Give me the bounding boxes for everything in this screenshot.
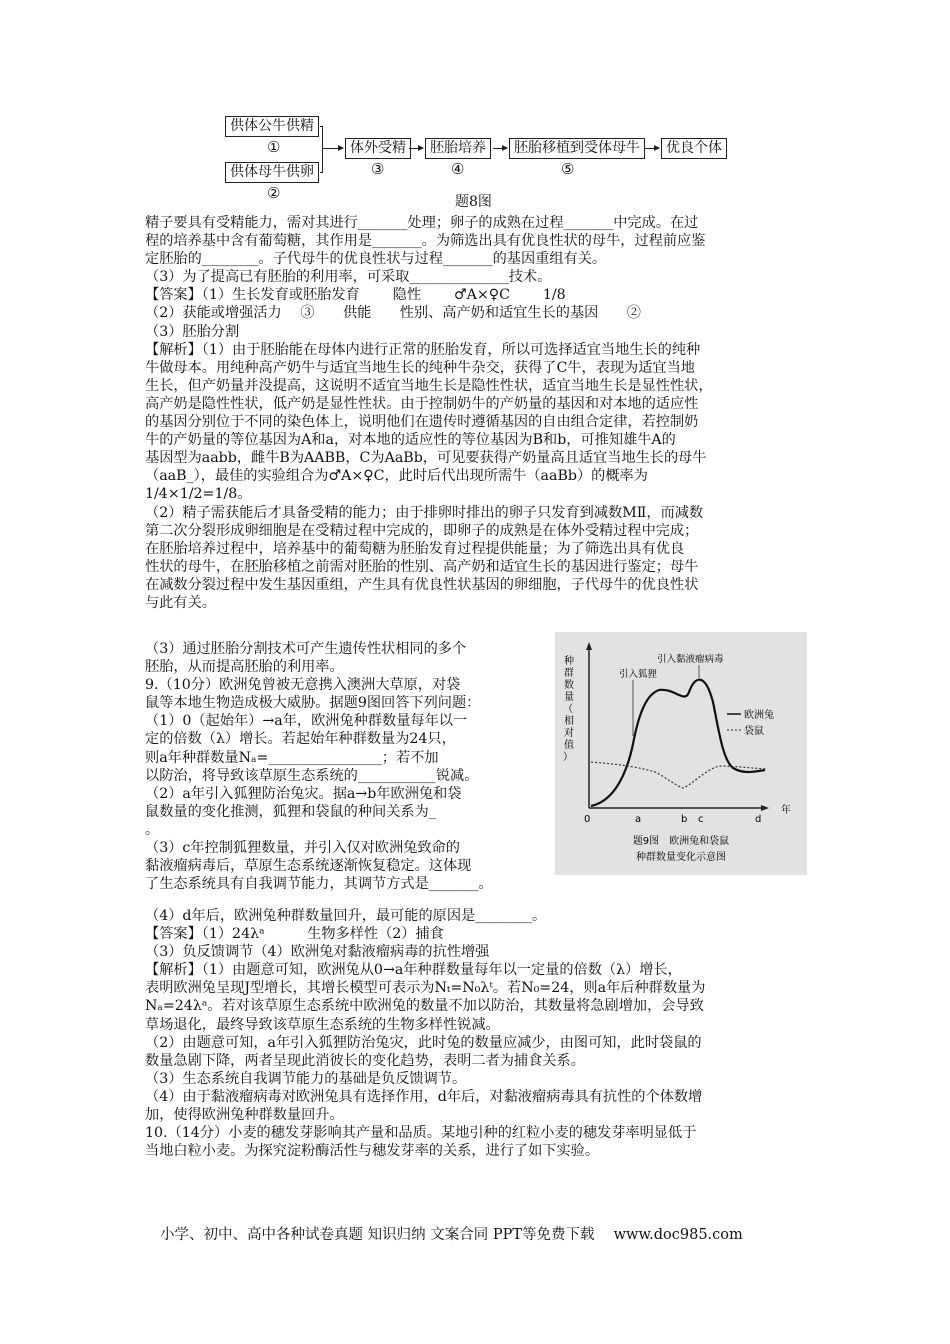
flow-arrow [409,148,423,149]
text-line: 高产奶是隐性性状，低产奶是显性性状。由于控制奶牛的产奶量的基因和对本地的适应性 [145,395,699,412]
text-line: 则a年种群数量Nₐ=________________；若不加 [145,749,439,766]
flow-node-bull-sperm: 供体公牛供精 [225,116,319,137]
text-line: 当地白粒小麦。为探究淀粉酶活性与穗发芽率的关系，进行了如下实验。 [145,1143,600,1160]
text-line: （3）负反馈调节（4）欧洲兔对黏液瘤病毒的抗性增强 [145,944,490,961]
text-line: （2）a年引入狐狸防治兔灾。据a→b年欧洲兔和袋 [145,785,462,802]
legend-rabbit: 欧洲兔 [744,710,774,721]
x-tick-d: d [755,814,762,825]
text-line: 表明欧洲兔呈现J型增长，其增长模型可表示为Nₜ=N₀λᵗ。若N₀=24，则a年后种群数量为 [145,980,706,997]
text-line: 定的倍数（λ）增长。若起始年种群数量为24只， [145,731,456,748]
x-tick-a: a [635,814,642,825]
text-line: （3）生态系统自我调节能力的基础是负反馈调节。 [145,1070,467,1087]
text-block-bottom [145,907,805,1160]
text-line: 【答案】（1）24λᵃ 生物多样性（2）捕食 [145,926,444,943]
text-line: 定胚胎的________。子代母牛的优良性状与过程_______的基因重组有关。 [145,251,607,268]
text-line: 在胚胎培养过程中，培养基中的葡萄糖为胚胎发育过程提供能量；为了筛选出具有优良 [145,540,685,557]
text-line: （2）获能或增强活力 ③ 供能 性别、高产奶和适宜生长的基因 ② [145,305,641,322]
text-line: 了生态系统具有自我调节能力，其调节方式是_______。 [145,876,493,893]
text-line: 1/4×1/2=1/8。 [145,486,252,503]
text-line: Nₐ=24λᵃ。若对该草原生态系统中欧洲兔的数量不加以防治，其数量将急剧增加，会导致 [145,998,704,1015]
flow-bracket-bottom [320,172,323,173]
text-line: （2）由题意可知，a年引入狐狸防治兔灾，此时兔的数量应减少，由图可知，此时袋鼠的 [145,1034,702,1051]
text-line: （1）0（起始年）→a年，欧洲兔种群数量每年以一 [145,713,468,730]
text-block-narrow [145,640,540,893]
text-line: 的基因分别位于不同的染色体上，说明他们在遗传时遵循基因的自由组合定律，若控制奶 [145,414,699,431]
text-line: 在减数分裂过程中发生基因重组，产生具有优良性状基因的卵细胞，子代母牛的优良性状 [145,576,699,593]
y-axis-arrow [586,642,592,650]
text-line: 基因型为aabb，雌牛B为AABB，C为AaBb，可见要获得产奶量高且适宜当地生长的母牛 [145,450,707,467]
text-line: 精子要具有受精能力，需对其进行_______处理；卵子的成熟在过程_______中完成。在过 [145,215,699,231]
y-axis-label: 种群数量（相对值） [563,656,574,763]
page-footer: 小学、初中、高中各种试卷真题 知识归纳 文案合同 PPT等免费下载 www.doc985.com [160,1227,743,1243]
figure-9-caption-line2: 种群数量变化示意图 [636,852,726,863]
rabbit-curve [591,680,765,806]
text-line: 第二次分裂形成卵细胞是在受精过程中完成的，即卵子的成熟是在体外受精过程中完成； [145,522,699,539]
text-line: （3）胚胎分割 [145,323,240,340]
figure-9-caption-line1: 题9图 欧洲兔和袋鼠 [632,836,730,847]
flow-arrow [493,148,507,149]
flow-step-4: ④ [451,160,465,178]
figure-9-svg [555,632,807,875]
text-line: 【答案】（1）生长发育或胚胎发育 隐性 ♂A×♀C 1/8 [145,287,566,304]
flow-node-good-offspring: 优良个体 [661,138,727,159]
text-line: 【解析】（1）由题意可知，欧洲兔从0→a年种群数量每年以一定量的倍数（λ）增长， [145,962,682,979]
text-line: 鼠数量的变化推测，狐狸和袋鼠的种间关系为_ [145,803,436,820]
text-line: 牛的产奶量的等位基因为A和a，对本地的适应性的等位基因为B和b，可推知雄牛A的 [145,432,676,449]
text-line: （3）为了提高已有胚胎的利用率，可采取______________技术。 [145,269,552,286]
annotation-virus: 引入黏液瘤病毒 [657,654,724,665]
text-line: 草场退化，最终导致该草原生态系统的生物多样性锐减。 [145,1016,500,1033]
text-line: （2）精子需获能后才具备受精的能力；由于排卵时排出的卵子只发育到减数MⅡ，而减数 [145,504,704,521]
text-line: 黏液瘤病毒后，草原生态系统逐渐恢复稳定。这体现 [145,858,472,875]
kangaroo-curve [591,762,767,788]
x-tick-0: 0 [584,814,591,825]
text-line: 生长，但产奶量并没提高，这说明不适宜当地生长是隐性性状，适宜当地生长是显性性状， [145,377,713,394]
legend-kangaroo: 袋鼠 [744,726,764,737]
figure-9-population-chart [555,632,807,875]
text-line: 性状的母牛，在胚胎移植之前需对胚胎的性别、高产奶和适宜生长的基因进行鉴定；母牛 [145,558,699,575]
text-line: （3）c年控制狐狸数量，并引入仅对欧洲兔致命的 [145,840,460,857]
x-axis-unit: 年 [781,805,791,816]
figure-caption-8: 题8图 [455,194,492,210]
flow-step-2: ② [267,184,281,202]
flow-step-1: ① [267,138,281,156]
x-tick-c: c [698,814,704,825]
flow-arrow [323,148,343,149]
text-line: 胚胎，从而提高胚胎的利用率。 [145,659,344,676]
annotation-fox: 引入狐狸 [619,669,658,680]
flow-node-embryo-transfer: 胚胎移植到受体母牛 [509,138,645,159]
flow-node-ivf: 体外受精 [345,138,411,159]
text-line: 9.（10分）欧洲兔曾被无意携入澳洲大草原，对袋 [145,677,461,694]
text-line: 加，使得欧洲兔种群数量回升。 [145,1107,344,1124]
text-line: 牛做母本。用纯种高产奶牛与适宜当地生长的纯种牛杂交，获得了C牛，表现为适宜当地 [145,359,695,376]
flow-bracket [322,126,323,173]
text-line: （3）通过胚胎分割技术可产生遗传性状相同的多个 [145,641,467,657]
text-line: 数量急剧下降，两者呈现此消彼长的变化趋势，表明二者为捕食关系。 [145,1052,585,1069]
flow-bracket-top [320,126,323,127]
text-line: 10.（14分）小麦的穗发芽影响其产量和品质。某地引种的红粒小麦的穗发芽率明显低于 [145,1125,697,1142]
flow-step-5: ⑤ [561,160,575,178]
flow-arrow [645,148,659,149]
text-block-top [145,214,805,612]
text-line: 以防治，将导致该草原生态系统的___________锐减。 [145,767,479,784]
x-axis-arrow [761,805,769,811]
text-line: 【解析】（1）由于胚胎能在母体内进行正常的胚胎发育，所以可选择适宜当地生长的纯种 [145,341,701,358]
flow-node-cow-egg: 供体母牛供卵 [225,162,319,183]
text-line: 与此有关。 [145,594,216,611]
flow-step-3: ③ [371,160,385,178]
text-line: 程的培养基中含有葡萄糖，其作用是_______。为筛选出具有优良性状的母牛，过程前应鉴 [145,233,706,250]
text-line: 鼠等本地生物造成极大威胁。据题9图回答下列问题： [145,695,481,712]
flow-node-embryo-culture: 胚胎培养 [425,138,491,159]
x-tick-b: b [681,814,688,825]
text-line: 。 [145,821,160,838]
text-line: （4）由于黏液瘤病毒对欧洲兔具有选择作用，d年后，对黏液瘤病毒具有抗性的个体数增 [145,1088,703,1105]
text-line: （4）d年后，欧洲兔种群数量回升，最可能的原因是________。 [145,908,547,924]
text-line: （aaB_），最佳的实验组合为♂A×♀C，此时后代出现所需牛（aaBb）的概率为 [145,468,648,485]
